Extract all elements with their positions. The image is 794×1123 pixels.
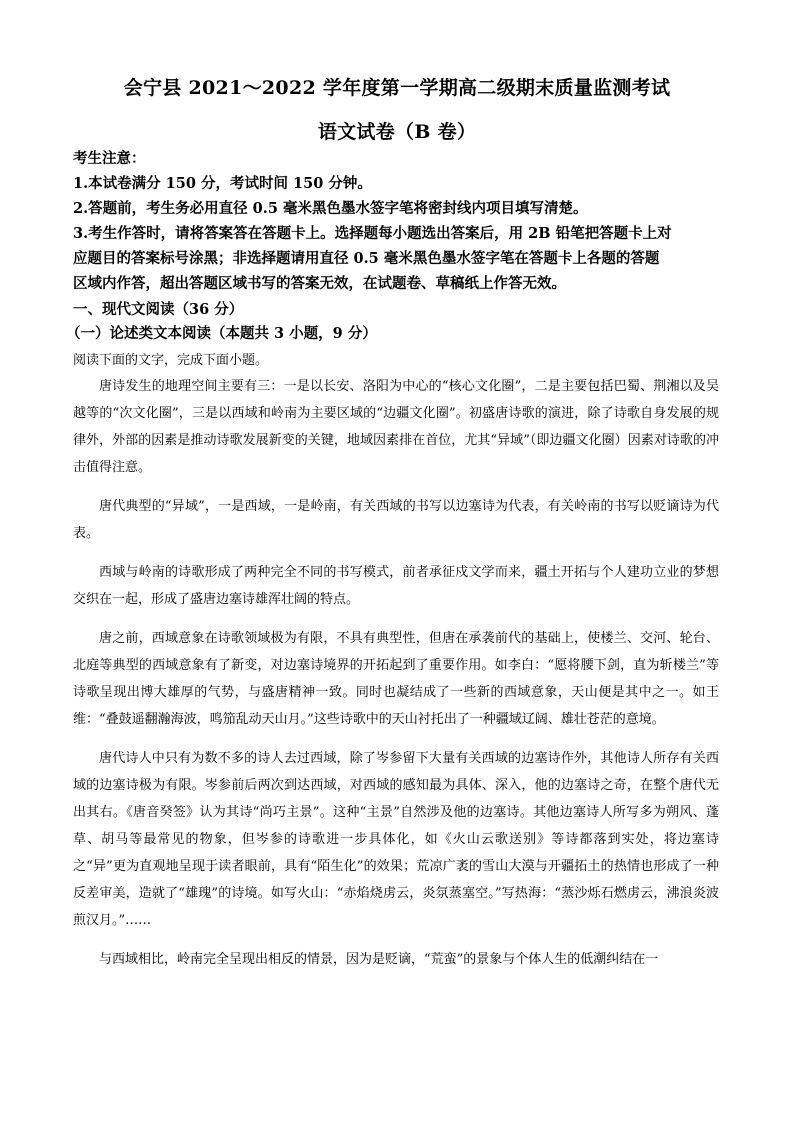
paper-subtitle: 语文试卷（B 卷） — [317, 121, 477, 143]
passage-paragraph: 与西域相比，岭南完全呈现出相反的情景，因为是贬谪，“荒蛮”的景象与个体人生的低潮纠结在一 — [99, 952, 659, 967]
notice-item: 应题目的答案标号涂黑；非选择题请用直径 0.5 毫米黑色墨水签字笔在答题卡上各题的答题 — [73, 250, 660, 267]
passage-paragraph: 唐之前，西域意象在诗歌领域极为有限，不具有典型性，但唐在承袭前代的基础上，使楼兰、交河、轮台、北庭等典型的西域意象有了新变，对边塞诗境界的开拓起到了重要作用。如李白：“愿将腰下剑，直为斩楼兰”等诗歌呈现出博大雄厚的气势，与盛唐精神一致。同时也凝结成了一些新的西域意象，天山便是其中之一。如王维：“叠鼓遥翻瀚海波，鸣笳乱动天山月。”这些诗歌中的天山衬托出了一种疆域辽阔、雄壮苍茫的意境。 — [73, 631, 719, 727]
notice-heading: 考生注意： — [73, 150, 146, 167]
notice-item: 2.答题前，考生务必用直径 0.5 毫米黑色墨水签字笔将密封线内项目填写清楚。 — [73, 200, 588, 217]
notice-item: 3.考生作答时，请将答案答在答题卡上。选择题每小题选出答案后，用 2B 铅笔把答题卡上对 — [73, 225, 672, 242]
passage-paragraph: 唐代诗人中只有为数不多的诗人去过西域，除了岑参留下大量有关西域的边塞诗作外，其他诗人所存有关西域的边塞诗极为有限。岑参前后两次到达西域，对西域的感知最为具体、深入，他的边塞诗之奇，在整个唐代无出其右。《唐音癸签》认为其诗“尚巧主景”。这种“主景”自然涉及他的边塞诗。其他边塞诗人所写多为朔风、蓬草、胡马等最常见的物象，但岑参的诗歌进一步具体化，如《火山云歌送别》等诗都落到实处，将边塞诗之“异”更为直观地呈现于读者眼前，具有“陌生化”的效果；荒凉广袤的雪山大漠与开疆拓土的热情也形成了一种反差审美，造就了“雄瑰”的诗境。如写火山：“赤焰烧虏云，炎氛蒸塞空。”写热海：“蒸沙烁石燃虏云，沸浪炎波煎汉月。”…… — [73, 751, 719, 928]
reading-instruction: 阅读下面的文字，完成下面小题。 — [73, 353, 269, 368]
notice-item: 区域内作答，超出答题区域书写的答案无效，在试题卷、草稿纸上作答无效。 — [73, 275, 566, 292]
exam-title: 会宁县 2021～2022 学年度第一学期高二级期末质量监测考试 — [123, 77, 671, 99]
passage-paragraph: 唐代典型的“异域”，一是西域，一是岭南，有关西域的书写以边塞诗为代表，有关岭南的书写以贬谪诗为代表。 — [73, 499, 719, 541]
passage-paragraph: 西域与岭南的诗歌形成了两种完全不同的书写模式，前者承征戍文学而来，疆土开拓与个人建功立业的梦想交织在一起，形成了盛唐边塞诗雄浑壮阔的特点。 — [73, 565, 719, 607]
reading-passage — [73, 373, 719, 985]
exam-notice — [73, 146, 723, 296]
notice-item: 1.本试卷满分 150 分，考试时间 150 分钟。 — [73, 175, 372, 192]
subsection-heading: （一）论述类文本阅读（本题共 3 小题，9 分） — [66, 325, 377, 342]
passage-paragraph: 唐诗发生的地理空间主要有三：一是以长安、洛阳为中心的“核心文化圈”，二是主要包括巴蜀、荆湘以及吴越等的“次文化圈”，三是以西域和岭南为主要区域的“边疆文化圈”。初盛唐诗歌的演进，除了诗歌自身发展的规律外，外部的因素是推动诗歌发展新变的关键，地域因素排在首位，尤其“异域”（即边疆文化圈）因素对诗歌的冲击值得注意。 — [73, 379, 719, 475]
section-heading: 一、现代文阅读（36 分） — [73, 301, 244, 318]
